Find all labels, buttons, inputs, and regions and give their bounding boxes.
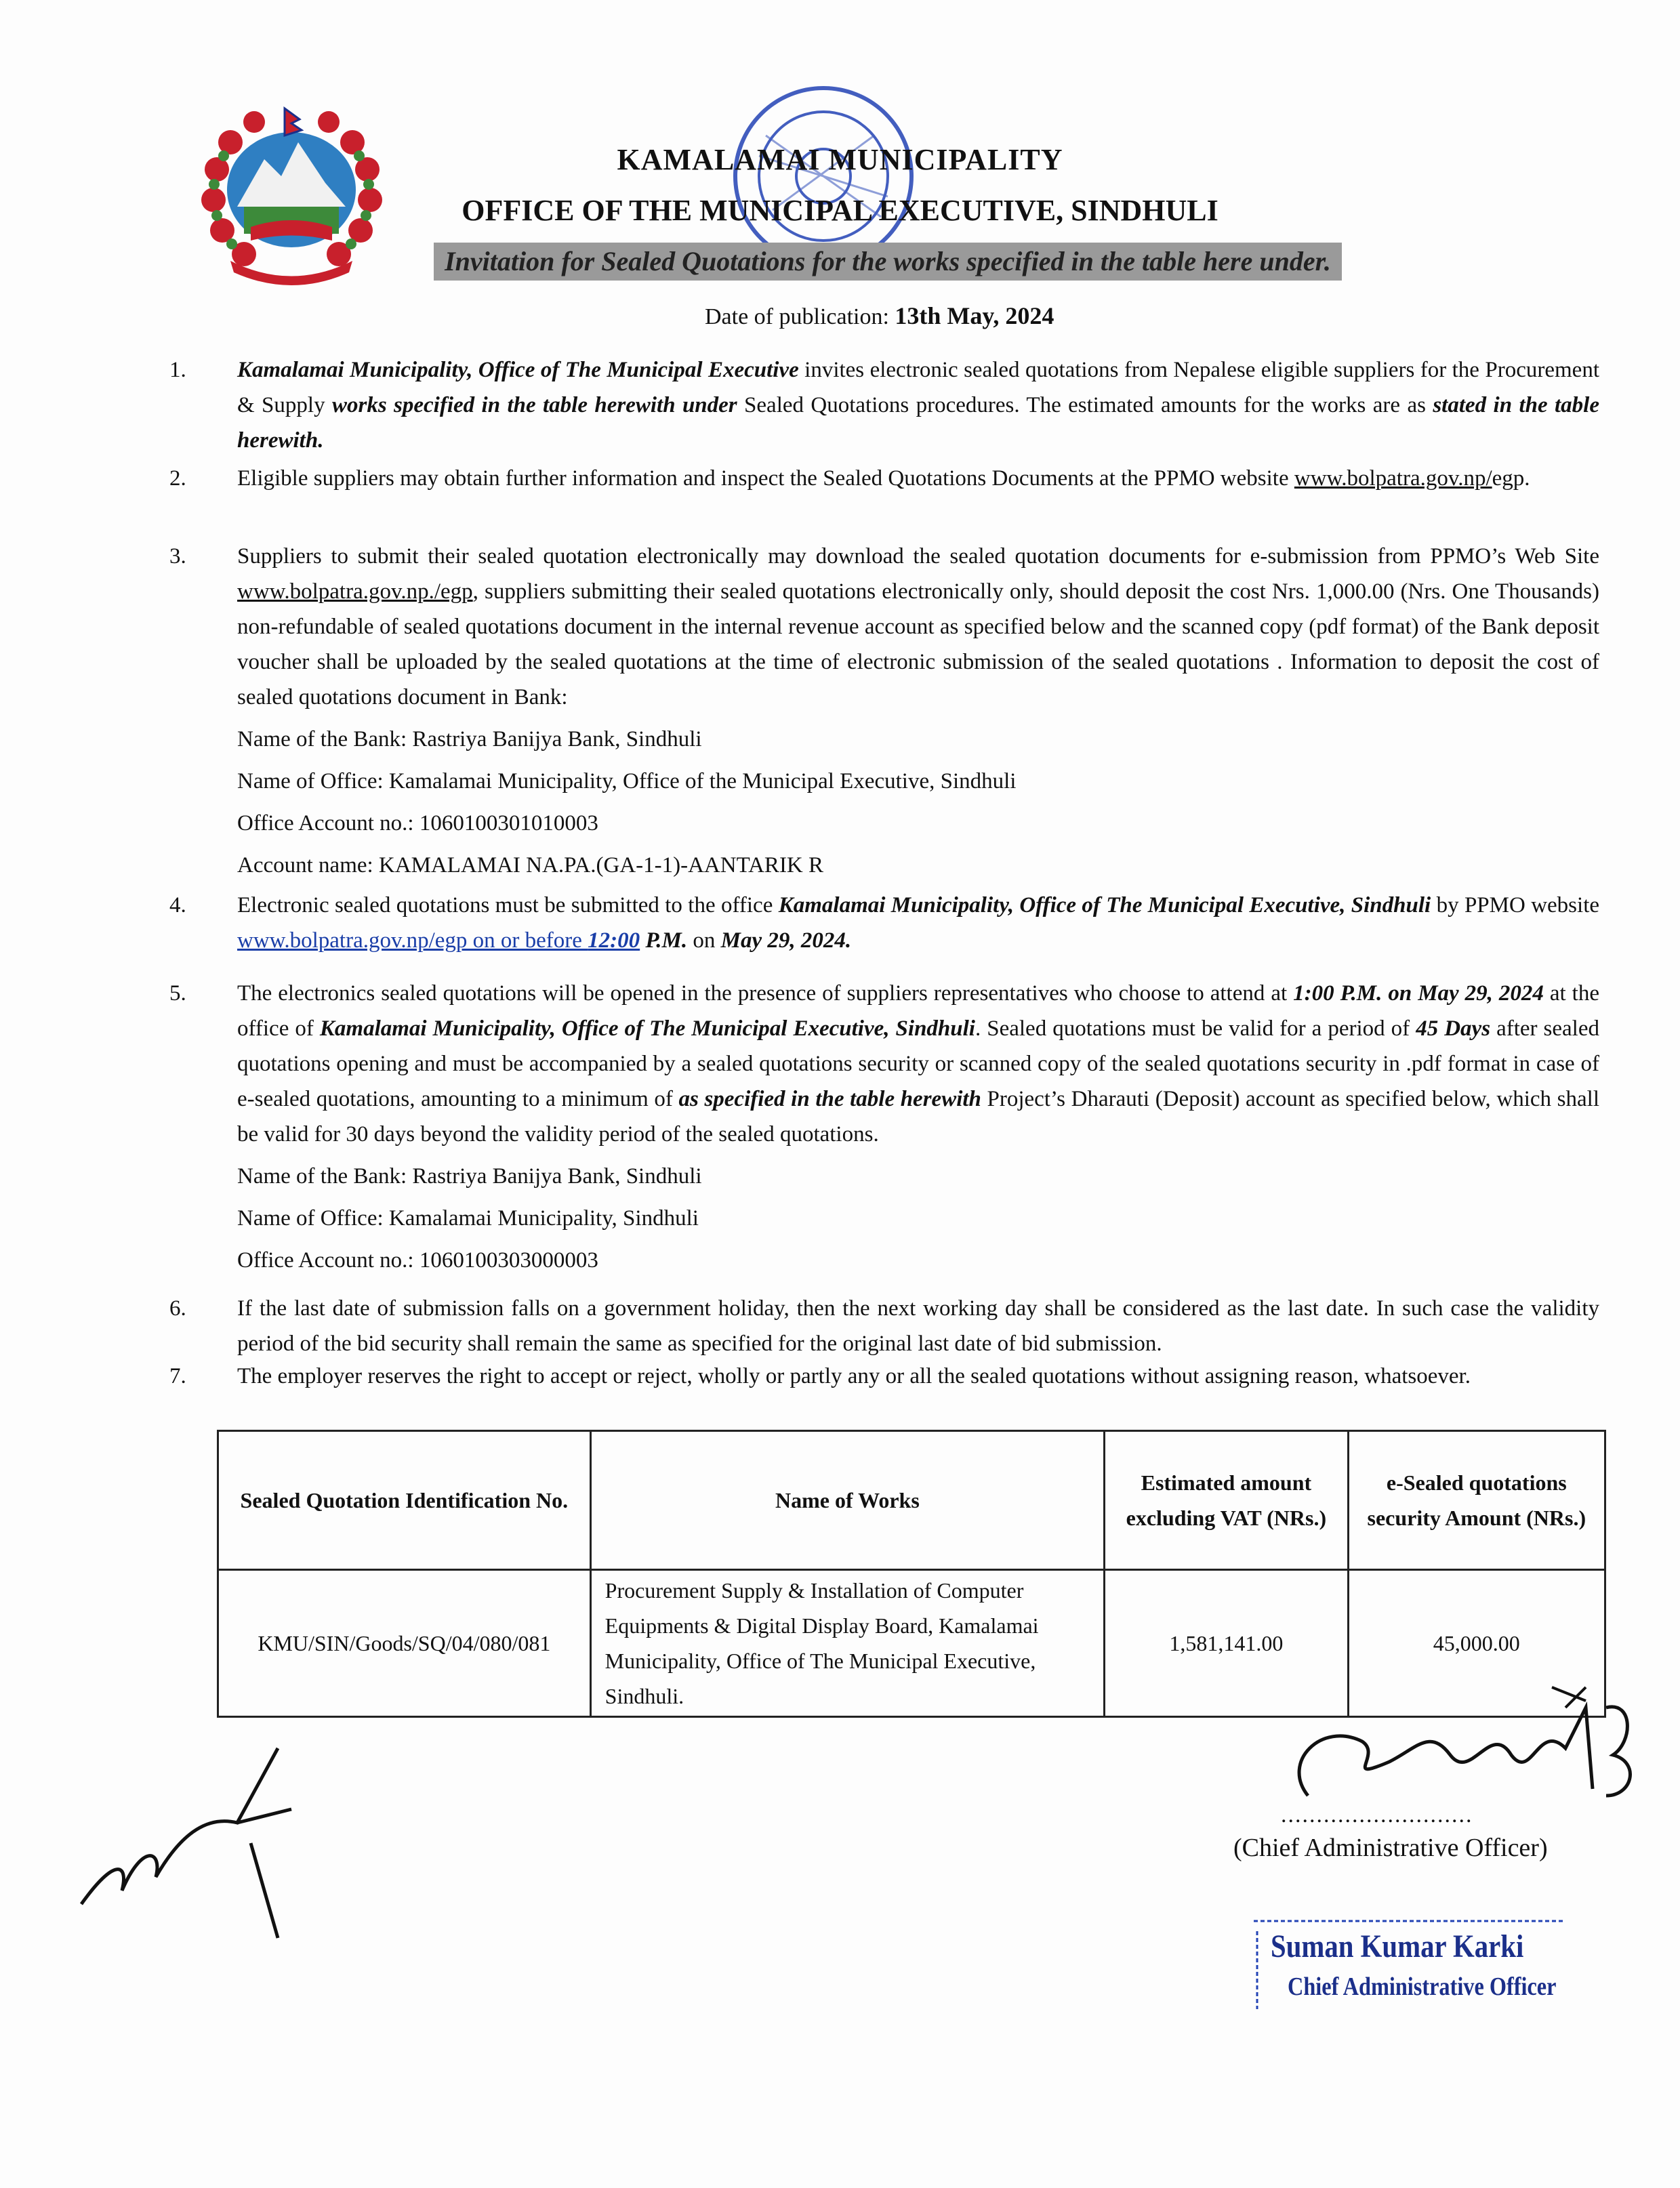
item-text-part: The electronics sealed quotations will be opened in the presence of suppliers representatives who choose to attend at [237, 981, 1294, 1006]
item-text-part: Electronic sealed quotations must be submitted to the office [237, 893, 779, 917]
cao-signature [1267, 1680, 1647, 1809]
item-text-part: after sealed quotations opening and must be accompanied by a sealed quotations security or scanned copy of the sealed quotations security in .pdf format in case of e-sealed quotations, amounting to a minimum of [237, 1016, 1599, 1111]
publication-date-value: 13th May, 2024 [895, 302, 1054, 329]
notice-item [169, 1291, 1599, 1361]
item-text [237, 888, 1599, 958]
cell-estimate: 1,581,141.00 [1105, 1570, 1348, 1717]
notice-item [169, 976, 1599, 1278]
item-number: 5. [169, 981, 186, 1006]
item-text-part: by PPMO website [1431, 893, 1600, 917]
item-number: 7. [169, 1364, 186, 1388]
item-text-part: . Sealed quotations must be valid for a period of [975, 1016, 1416, 1041]
item-text-part: as specified in the table herewith [678, 1087, 981, 1111]
item-text-part: at the office of [237, 981, 1599, 1041]
item-number: 1. [169, 358, 186, 382]
notice-item [169, 352, 1599, 458]
item-text-part: on [687, 928, 721, 953]
item-text-part: Kamalamai Municipality, Office of The Municipal Executive, Sindhuli [778, 893, 1431, 917]
website-link[interactable]: www.bolpatra.gov.np./egp [237, 579, 473, 604]
initial-signature [75, 1735, 298, 1952]
cell-sq-id: KMU/SIN/Goods/SQ/04/080/081 [218, 1570, 591, 1717]
item-text-part: Sealed Quotations procedures. The estimated amounts for the works are as [737, 393, 1433, 417]
item-number: 4. [169, 893, 186, 917]
signatory-label: (Chief Administrative Officer) [1233, 1834, 1548, 1862]
item-number: 2. [169, 466, 186, 491]
col-header-works: Name of Works [590, 1431, 1104, 1570]
website-link[interactable]: www.bolpatra.gov.np/egp on or before [237, 928, 588, 953]
bank-detail-line: Name of the Bank: Rastriya Banijya Bank, Sindhuli [237, 1164, 702, 1189]
website-link[interactable]: www.bolpatra.gov.np/ [1294, 466, 1492, 491]
item-text-part: Kamalamai Municipality, Office of The Municipal Executive, Sindhuli [319, 1016, 975, 1041]
item-text-part: Suppliers to submit their sealed quotation electronically may download the sealed quotation documents for e-submission from PPMO’s Web Site [237, 544, 1599, 569]
item-text [237, 976, 1599, 1152]
item-text-part: , suppliers submitting their sealed quotations electronically only, should deposit the cost Nrs. 1,000.00 (Nrs. One Thousands) non-refundable of sealed quotations document in the internal revenue account as specified below and the scanned copy (pdf format) of the Bank deposit voucher shall be uploaded by the sealed quotations at the time of electronic submission of the sealed quotations . Information to deposit the cost of sealed quotations document in Bank: [237, 579, 1599, 709]
item-text [237, 539, 1599, 715]
bank-detail-line: Office Account no.: 1060100301010003 [237, 811, 598, 835]
item-text-part: egp. [1492, 466, 1530, 491]
item-text-part: Eligible suppliers may obtain further information and inspect the Sealed Quotations Documents at the PPMO website [237, 466, 1294, 491]
item-text [237, 461, 1599, 496]
item-number: 6. [169, 1296, 186, 1321]
office-name: OFFICE OF THE MUNICIPAL EXECUTIVE, SINDHULI [462, 194, 1218, 227]
item-text-part: invites electronic sealed quotations from Nepalese eligible suppliers for the Procurement & Supply [237, 358, 1599, 417]
item-text-part: works specified in the table herewith under [331, 393, 737, 417]
signature-line: ........................... [1281, 1802, 1473, 1828]
cell-security: 45,000.00 [1348, 1570, 1605, 1717]
item-text-part: 1:00 P.M. on May 29, 2024 [1293, 981, 1544, 1006]
col-header-estimate: Estimated amount excluding VAT (NRs.) [1105, 1431, 1348, 1570]
bank-detail-line: Name of Office: Kamalamai Municipality, Office of the Municipal Executive, Sindhuli [237, 769, 1017, 793]
notice-item [169, 888, 1599, 958]
item-number: 3. [169, 544, 186, 569]
item-text-part: Project’s Dharauti (Deposit) account as specified below, which shall be valid for 30 days beyond the validity period of the sealed quotations. [237, 1087, 1599, 1147]
bank-detail-line: Account name: KAMALAMAI NA.PA.(GA-1-1)-AANTARIK R [237, 853, 824, 878]
bank-detail-line: Office Account no.: 1060100303000003 [237, 1248, 598, 1273]
bank-detail-line: Name of Office: Kamalamai Municipality, Sindhuli [237, 1206, 699, 1231]
item-text-part: Kamalamai Municipality, Office of The Municipal Executive [237, 358, 799, 382]
item-text [237, 1359, 1599, 1394]
item-text-part: P.M. [640, 928, 688, 953]
item-text-part: May 29, 2024. [720, 928, 852, 953]
cell-works: Procurement Supply & Installation of Computer Equipments & Digital Display Board, Kamalamai Municipality, Office of The Municipal Executive, Sindhuli. [590, 1570, 1104, 1717]
notice-item [169, 461, 1599, 496]
publication-date-label: Date of publication: [705, 304, 889, 329]
stamp-officer-name: Suman Kumar Karki [1271, 1928, 1524, 1964]
item-text-part: The employer reserves the right to accept or reject, wholly or partly any or all the sealed quotations without assigning reason, whatsoever. [237, 1364, 1471, 1388]
col-header-sq-id: Sealed Quotation Identification No. [218, 1431, 591, 1570]
notice-item [169, 1359, 1599, 1394]
publication-date [705, 302, 1054, 330]
item-text-part: If the last date of submission falls on a government holiday, then the next working day shall be considered as the last date. In such case the validity period of the bid security shall remain the same as specified for the original last date of bid submission. [237, 1296, 1599, 1356]
col-header-security: e-Sealed quotations security Amount (NRs.) [1348, 1431, 1605, 1570]
bank-detail-line: Name of the Bank: Rastriya Banijya Bank, Sindhuli [237, 727, 702, 751]
website-link[interactable]: 12:00 [588, 928, 640, 953]
notice-item [169, 539, 1599, 883]
item-text [237, 352, 1599, 458]
item-text-part: 45 Days [1416, 1016, 1491, 1041]
item-text [237, 1291, 1599, 1361]
item-text-part: stated in the table herewith. [237, 393, 1599, 453]
invitation-title: Invitation for Sealed Quotations for the works specified in the table here under. [434, 243, 1342, 281]
quotation-table [217, 1430, 1606, 1718]
table-header-row [218, 1431, 1605, 1570]
municipality-name: KAMALAMAI MUNICIPALITY [617, 143, 1063, 176]
stamp-officer-title: Chief Administrative Officer [1288, 1973, 1557, 2001]
